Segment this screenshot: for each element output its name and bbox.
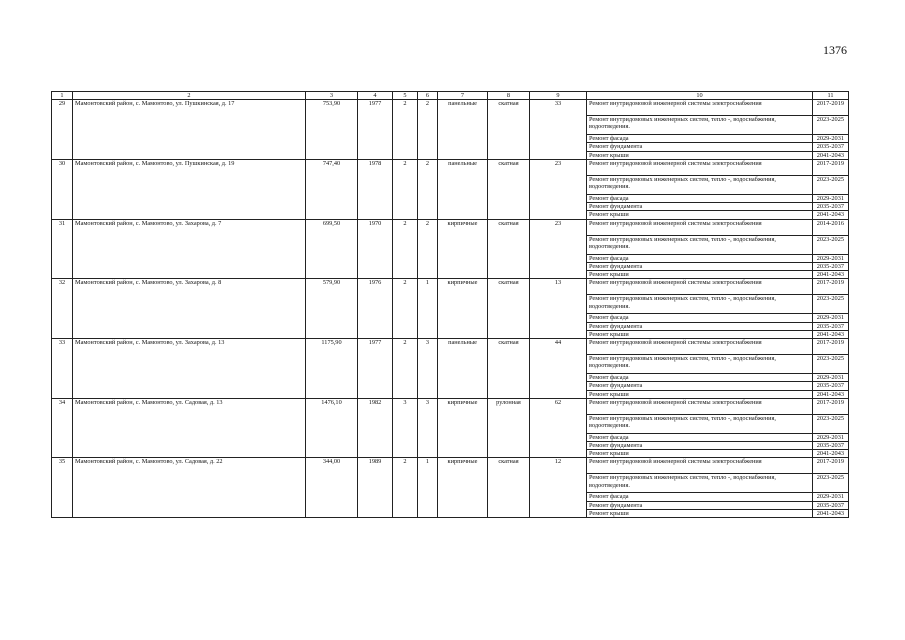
repair-work-name: Ремонт фасада (587, 194, 813, 202)
entrance-count: 3 (418, 398, 438, 458)
repair-work-name: Ремонт крыши (587, 509, 813, 517)
repair-period: 2014-2016 (813, 219, 849, 235)
row-number: 32 (52, 279, 73, 339)
repair-period: 2041-2043 (813, 509, 849, 517)
floor-count: 2 (393, 219, 418, 279)
wall-material: кирпичные (438, 398, 488, 458)
repair-period: 2041-2043 (813, 390, 849, 398)
repair-work-name: Ремонт крыши (587, 390, 813, 398)
repair-period: 2035-2037 (813, 143, 849, 151)
table-row (52, 458, 849, 474)
repair-work-name: Ремонт крыши (587, 450, 813, 458)
repair-period: 2023-2025 (813, 235, 849, 254)
column-header: 6 (418, 92, 438, 100)
roof-type: скатная (488, 279, 530, 339)
repair-period: 2041-2043 (813, 211, 849, 219)
row-number: 29 (52, 100, 73, 160)
roof-type: рулонная (488, 398, 530, 458)
build-year: 1976 (358, 279, 393, 339)
repair-work-name: Ремонт фундамента (587, 203, 813, 211)
roof-type: скатная (488, 458, 530, 518)
building-address: Мамонтовский район, с. Мамонтово, ул. Захарова, д. 8 (73, 279, 306, 339)
repair-period: 2017-2019 (813, 159, 849, 175)
repair-work-name: Ремонт фасада (587, 314, 813, 322)
building-address: Мамонтовский район, с. Мамонтово, ул. Пушкинская, д. 19 (73, 159, 306, 219)
column-header: 7 (438, 92, 488, 100)
row-number: 33 (52, 339, 73, 399)
row-number: 34 (52, 398, 73, 458)
row-number: 31 (52, 219, 73, 279)
column-header: 3 (306, 92, 358, 100)
wall-material: панельные (438, 339, 488, 399)
table-body (52, 100, 849, 518)
repair-work-name: Ремонт фундамента (587, 501, 813, 509)
repair-period: 2029-2031 (813, 493, 849, 501)
build-year: 1977 (358, 100, 393, 160)
repair-period: 2023-2025 (813, 414, 849, 433)
table-row (52, 100, 849, 116)
repair-period: 2017-2019 (813, 100, 849, 116)
floor-count: 2 (393, 458, 418, 518)
repair-work-name: Ремонт внутридомовых инженерных систем, тепло -, водоснабжения, водоотведения. (587, 414, 813, 433)
entrance-count: 1 (418, 458, 438, 518)
column-header: 11 (813, 92, 849, 100)
roof-type: скатная (488, 339, 530, 399)
repair-work-name: Ремонт фундамента (587, 322, 813, 330)
page-number: 1376 (823, 43, 847, 57)
entrance-count: 1 (418, 279, 438, 339)
repair-period: 2029-2031 (813, 374, 849, 382)
total-area: 579,90 (306, 279, 358, 339)
repair-work-name: Ремонт фасада (587, 135, 813, 143)
roof-type: скатная (488, 100, 530, 160)
building-repair-table (51, 91, 849, 518)
repair-work-name: Ремонт фундамента (587, 262, 813, 270)
repair-work-name: Ремонт крыши (587, 211, 813, 219)
repair-period: 2017-2019 (813, 398, 849, 414)
roof-type: скатная (488, 219, 530, 279)
repair-work-name: Ремонт внутридомовых инженерных систем, тепло -, водоснабжения, водоотведения. (587, 295, 813, 314)
build-year: 1978 (358, 159, 393, 219)
total-area: 747,40 (306, 159, 358, 219)
repair-period: 2035-2037 (813, 441, 849, 449)
floor-count: 2 (393, 339, 418, 399)
repair-period: 2035-2037 (813, 262, 849, 270)
column-header: 8 (488, 92, 530, 100)
repair-period: 2023-2025 (813, 116, 849, 135)
entrance-count: 2 (418, 159, 438, 219)
total-area: 1476,10 (306, 398, 358, 458)
repair-period: 2035-2037 (813, 382, 849, 390)
floor-count: 2 (393, 100, 418, 160)
repair-work-name: Ремонт внутридомовой инженерной системы электроснабжения (587, 279, 813, 295)
repair-period: 2023-2025 (813, 175, 849, 194)
repair-work-name: Ремонт фундамента (587, 143, 813, 151)
repair-period: 2023-2025 (813, 295, 849, 314)
repair-work-name: Ремонт крыши (587, 151, 813, 159)
apartment-count: 33 (530, 100, 587, 160)
entrance-count: 3 (418, 339, 438, 399)
build-year: 1970 (358, 219, 393, 279)
apartment-count: 23 (530, 219, 587, 279)
floor-count: 2 (393, 279, 418, 339)
build-year: 1989 (358, 458, 393, 518)
column-header: 2 (73, 92, 306, 100)
repair-work-name: Ремонт фасада (587, 493, 813, 501)
column-header: 9 (530, 92, 587, 100)
build-year: 1982 (358, 398, 393, 458)
building-address: Мамонтовский район, с. Мамонтово, ул. Пушкинская, д. 17 (73, 100, 306, 160)
repair-work-name: Ремонт фасада (587, 374, 813, 382)
repair-period: 2017-2019 (813, 279, 849, 295)
total-area: 753,90 (306, 100, 358, 160)
repair-work-name: Ремонт внутридомовых инженерных систем, тепло -, водоснабжения, водоотведения. (587, 235, 813, 254)
column-header: 5 (393, 92, 418, 100)
column-header: 4 (358, 92, 393, 100)
apartment-count: 23 (530, 159, 587, 219)
repair-period: 2035-2037 (813, 501, 849, 509)
total-area: 1175,90 (306, 339, 358, 399)
roof-type: скатная (488, 159, 530, 219)
repair-period: 2041-2043 (813, 450, 849, 458)
repair-period: 2029-2031 (813, 433, 849, 441)
wall-material: кирпичные (438, 458, 488, 518)
repair-work-name: Ремонт внутридомовой инженерной системы электроснабжения (587, 219, 813, 235)
repair-work-name: Ремонт внутридомовых инженерных систем, тепло -, водоснабжения, водоотведения. (587, 175, 813, 194)
building-address: Мамонтовский район, с. Мамонтово, ул. Захарова, д. 13 (73, 339, 306, 399)
floor-count: 2 (393, 159, 418, 219)
repair-work-name: Ремонт фундамента (587, 382, 813, 390)
repair-work-name: Ремонт фасада (587, 433, 813, 441)
repair-period: 2017-2019 (813, 339, 849, 355)
building-address: Мамонтовский район, с. Мамонтово, ул. Захарова, д. 7 (73, 219, 306, 279)
column-header: 10 (587, 92, 813, 100)
repair-period: 2035-2037 (813, 203, 849, 211)
repair-work-name: Ремонт крыши (587, 271, 813, 279)
repair-period: 2041-2043 (813, 151, 849, 159)
table-row (52, 339, 849, 355)
table-row (52, 279, 849, 295)
entrance-count: 2 (418, 219, 438, 279)
repair-work-name: Ремонт внутридомовой инженерной системы электроснабжения (587, 159, 813, 175)
build-year: 1977 (358, 339, 393, 399)
table-row (52, 398, 849, 414)
repair-work-name: Ремонт внутридомовых инженерных систем, тепло -, водоснабжения, водоотведения. (587, 355, 813, 374)
table-row (52, 159, 849, 175)
wall-material: панельные (438, 100, 488, 160)
repair-period: 2029-2031 (813, 135, 849, 143)
total-area: 699,50 (306, 219, 358, 279)
repair-period: 2035-2037 (813, 322, 849, 330)
building-address: Мамонтовский район, с. Мамонтово, ул. Садовая, д. 13 (73, 398, 306, 458)
repair-period: 2029-2031 (813, 194, 849, 202)
repair-work-name: Ремонт внутридомовой инженерной системы электроснабжения (587, 398, 813, 414)
repair-period: 2041-2043 (813, 271, 849, 279)
column-number-row (52, 92, 849, 100)
total-area: 344,00 (306, 458, 358, 518)
repair-work-name: Ремонт фасада (587, 254, 813, 262)
row-number: 30 (52, 159, 73, 219)
apartment-count: 13 (530, 279, 587, 339)
apartment-count: 62 (530, 398, 587, 458)
repair-work-name: Ремонт внутридомовой инженерной системы электроснабжения (587, 339, 813, 355)
repair-period: 2023-2025 (813, 474, 849, 493)
repair-period: 2029-2031 (813, 254, 849, 262)
repair-work-name: Ремонт внутридомовой инженерной системы электроснабжения (587, 100, 813, 116)
apartment-count: 12 (530, 458, 587, 518)
repair-period: 2023-2025 (813, 355, 849, 374)
wall-material: кирпичные (438, 279, 488, 339)
floor-count: 3 (393, 398, 418, 458)
row-number: 35 (52, 458, 73, 518)
wall-material: кирпичные (438, 219, 488, 279)
repair-work-name: Ремонт крыши (587, 330, 813, 338)
repair-work-name: Ремонт внутридомовых инженерных систем, тепло -, водоснабжения, водоотведения. (587, 474, 813, 493)
building-address: Мамонтовский район, с. Мамонтово, ул. Садовая, д. 22 (73, 458, 306, 518)
repair-period: 2041-2043 (813, 330, 849, 338)
apartment-count: 44 (530, 339, 587, 399)
wall-material: панельные (438, 159, 488, 219)
column-header: 1 (52, 92, 73, 100)
repair-work-name: Ремонт внутридомовых инженерных систем, тепло -, водоснабжения, водоотведения. (587, 116, 813, 135)
table-row (52, 219, 849, 235)
repair-period: 2029-2031 (813, 314, 849, 322)
entrance-count: 2 (418, 100, 438, 160)
repair-period: 2017-2019 (813, 458, 849, 474)
repair-work-name: Ремонт внутридомовой инженерной системы электроснабжения (587, 458, 813, 474)
repair-work-name: Ремонт фундамента (587, 441, 813, 449)
